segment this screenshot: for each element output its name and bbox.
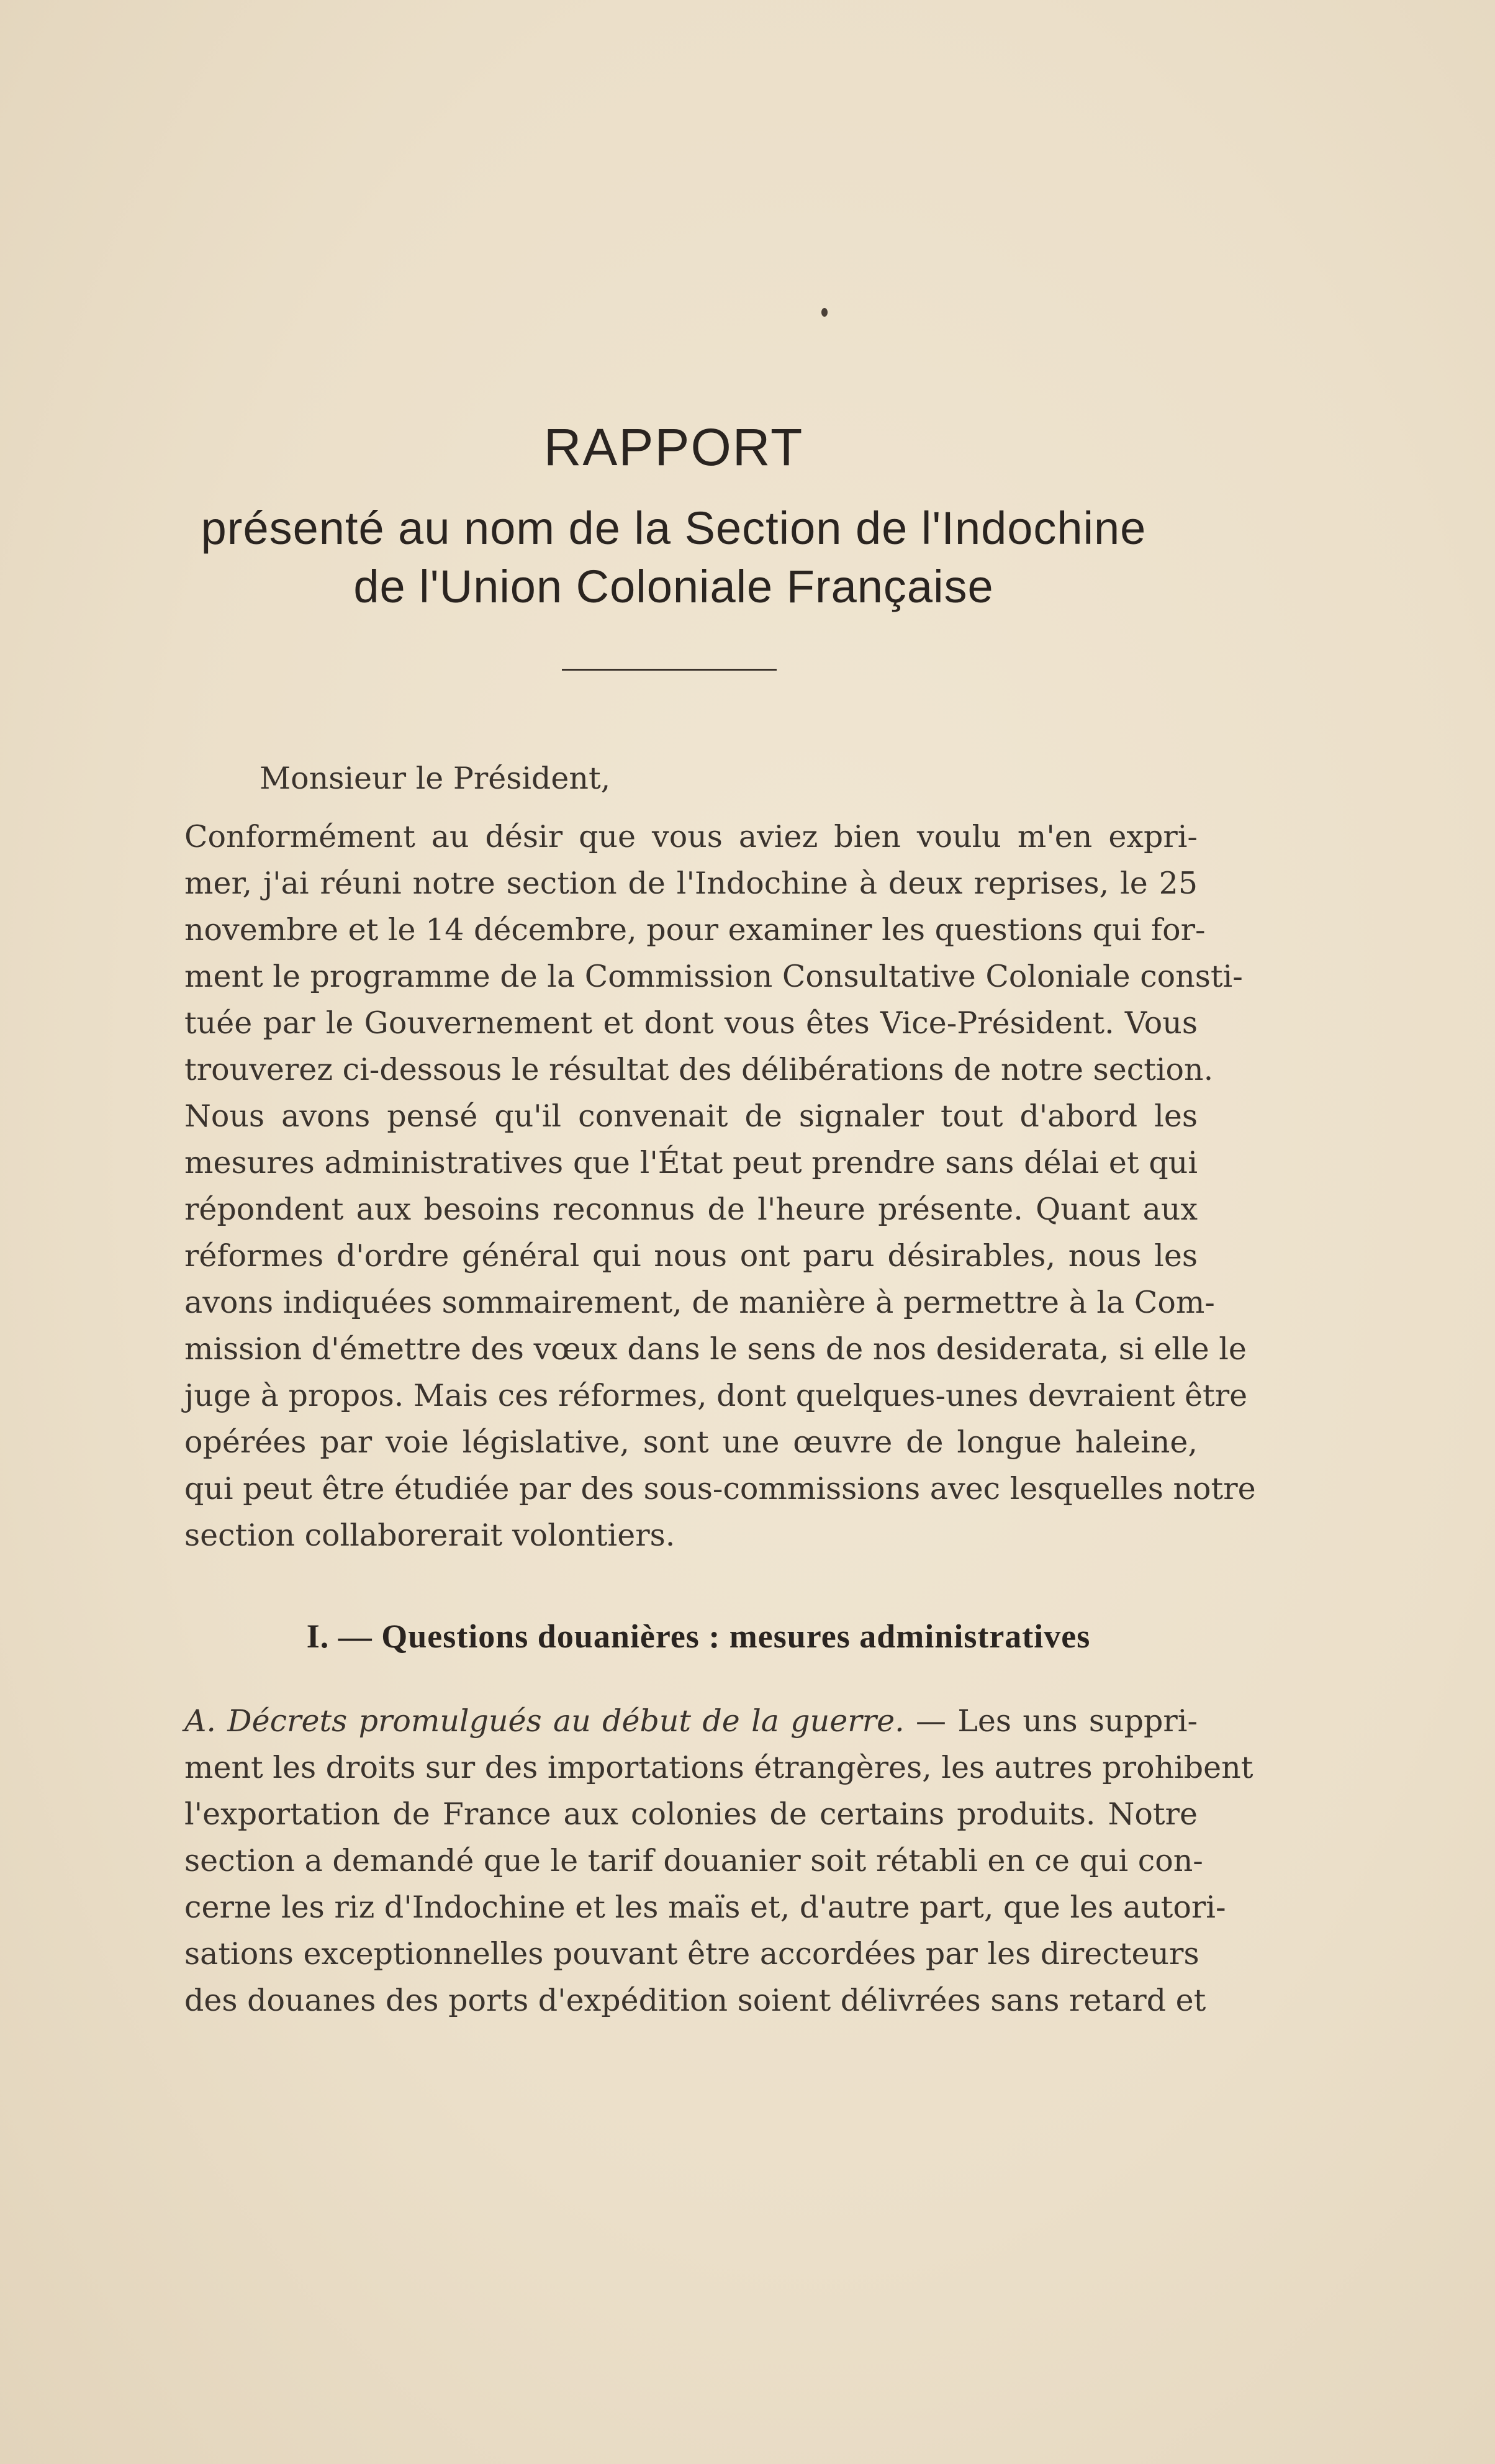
text-line [184, 1698, 1198, 1744]
text-line: mesures administratives que l'État peut prendre sans délai et qui [184, 1145, 1198, 1180]
text-line: juge à propos. Mais ces réformes, dont quelques-unes devraient être [184, 1378, 1248, 1413]
ink-speck [821, 308, 828, 317]
salutation: Monsieur le Président, [260, 761, 611, 796]
text-line: qui peut être étudiée par des sous-commissions avec lesquelles notre [184, 1471, 1256, 1506]
text-line: sations exceptionnelles pouvant être accordées par les directeurs [184, 1936, 1199, 1972]
text-line: avons indiquées sommairement, de manière à permettre à la Com- [184, 1285, 1215, 1320]
text-line: ment les droits sur des importations étrangères, les autres prohibent [184, 1750, 1253, 1785]
report-subtitle-line2: de l'Union Coloniale Française [353, 561, 994, 612]
text-line: novembre et le 14 décembre, pour examiner les questions qui for- [184, 912, 1206, 948]
text-line: section collaborerait volontiers. [184, 1518, 675, 1553]
text-line: Conformément au désir que vous aviez bien voulu m'en expri- [184, 819, 1198, 854]
text-line: ment le programme de la Commission Consultative Coloniale consti- [184, 959, 1243, 994]
report-title: RAPPORT [543, 418, 804, 476]
subsection-label: A. Décrets promulgués au début de la guerre. [184, 1703, 905, 1739]
text-line: répondent aux besoins reconnus de l'heure présente. Quant aux [184, 1192, 1198, 1227]
text-run: — Les uns suppri- [904, 1703, 1198, 1739]
text-line: cerne les riz d'Indochine et les maïs et, d'autre part, que les autori- [184, 1890, 1226, 1925]
text-line: réformes d'ordre général qui nous ont paru désirables, nous les [184, 1238, 1198, 1274]
text-line: mission d'émettre des vœux dans le sens de nos desiderata, si elle le [184, 1331, 1247, 1367]
text-line: opérées par voie législative, sont une œuvre de longue haleine, [184, 1424, 1198, 1460]
section-heading: I. — Questions douanières : mesures administratives [306, 1618, 1091, 1655]
title-divider [562, 669, 777, 671]
report-subtitle-line1: présenté au nom de la Section de l'Indochine [201, 502, 1147, 554]
text-line: Nous avons pensé qu'il convenait de signaler tout d'abord les [184, 1098, 1198, 1134]
paragraph-2 [184, 1093, 1256, 1559]
text-line: mer, j'ai réuni notre section de l'Indochine à deux reprises, le 25 [184, 866, 1198, 901]
text-line: l'exportation de France aux colonies de certains produits. Notre [184, 1796, 1198, 1832]
text-line: trouverez ci-dessous le résultat des délibérations de notre section. [184, 1052, 1214, 1087]
text-line: des douanes des ports d'expédition soient délivrées sans retard et [184, 1983, 1206, 2018]
text-line: tuée par le Gouvernement et dont vous êtes Vice-Président. Vous [184, 1005, 1198, 1041]
paragraph-3 [184, 1698, 1253, 2024]
paragraph-1 [184, 813, 1243, 1093]
text-line: section a demandé que le tarif douanier soit rétabli en ce qui con- [184, 1843, 1203, 1878]
